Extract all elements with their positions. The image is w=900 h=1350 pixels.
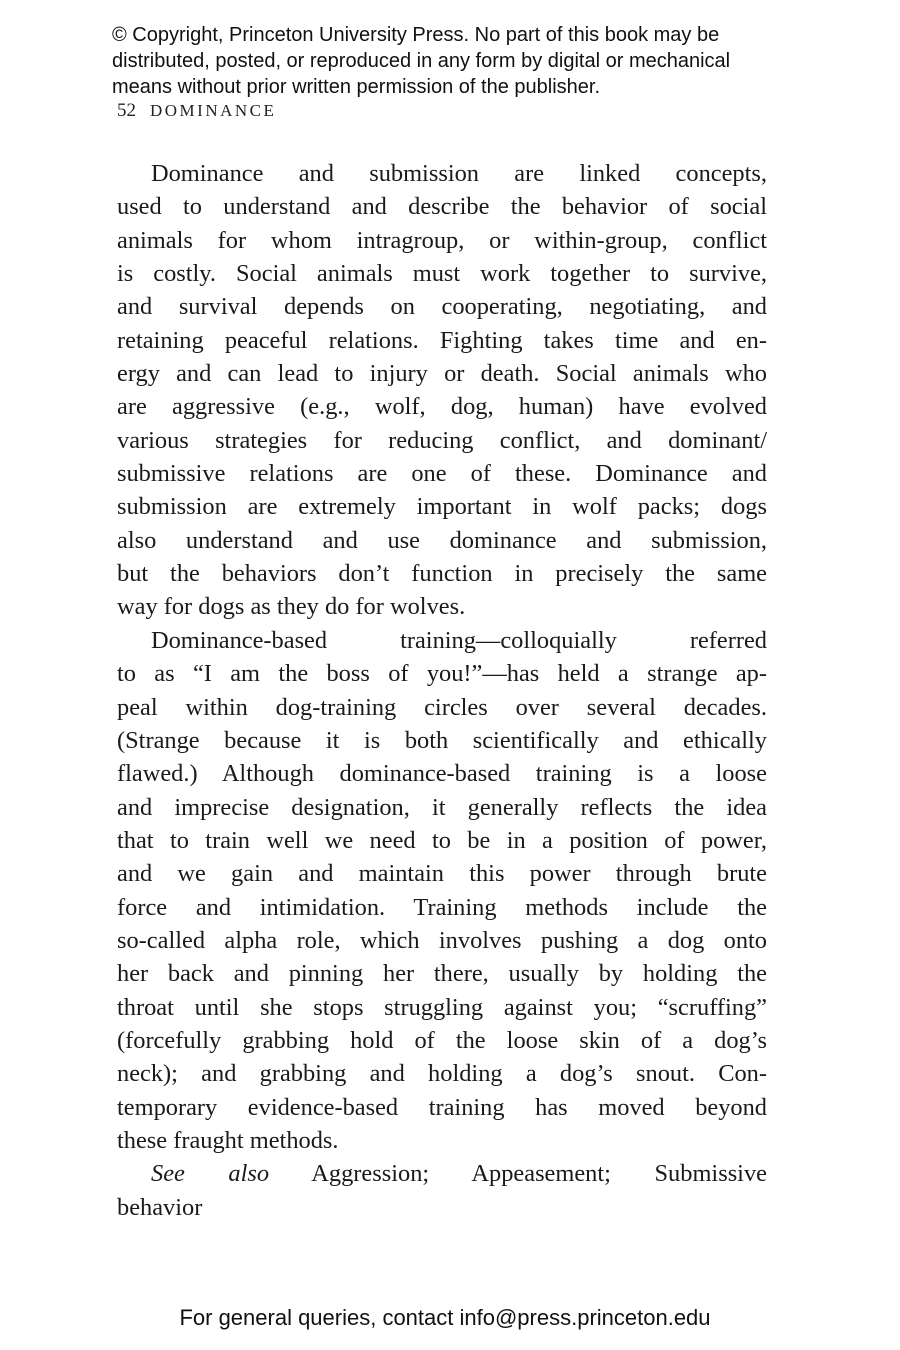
text-line: these fraught methods.: [117, 1126, 339, 1154]
text-line: to as “I am the boss of you!”—has held a strange ap-: [117, 660, 767, 688]
text-line: so-called alpha role, which involves pushing a dog onto: [117, 926, 767, 954]
text-line: that to train well we need to be in a position of power,: [117, 826, 767, 854]
text-line: submissive relations are one of these. Dominance and: [117, 460, 767, 488]
page-number: 52: [117, 100, 136, 121]
text-line: are aggressive (e.g., wolf, dog, human) have evolved: [117, 393, 767, 421]
text-line: retaining peaceful relations. Fighting takes time and en-: [117, 326, 767, 354]
text-line: throat until she stops struggling against you; “scruffing”: [117, 993, 767, 1021]
text-line: used to understand and describe the behavior of social: [117, 193, 767, 221]
copyright-notice: [112, 22, 812, 100]
text-line: force and intimidation. Training methods include the: [117, 893, 767, 921]
text-line: her back and pinning her there, usually by holding the: [117, 960, 767, 988]
copyright-line: means without prior written permission of the publisher.: [112, 76, 601, 98]
text-line: submission are extremely important in wolf packs; dogs: [117, 493, 767, 521]
see-also-label: See also: [151, 1160, 270, 1188]
running-head-title: DOMINANCE: [150, 101, 277, 120]
text-line: Dominance-based training—colloquially referred: [151, 626, 767, 654]
text-line: also understand and use dominance and submission,: [117, 526, 767, 554]
text-line: animals for whom intragroup, or within-group, conflict: [117, 226, 767, 254]
text-line: peal within dog-training circles over several decades.: [117, 693, 767, 721]
see-also-line: [117, 1157, 767, 1190]
text-line: flawed.) Although dominance-based training is a loose: [117, 760, 767, 788]
text-line: and we gain and maintain this power through brute: [117, 860, 767, 888]
paragraph-2: [117, 624, 767, 1158]
text-line: is costly. Social animals must work together to survive,: [117, 260, 767, 288]
text-line: (forcefully grabbing hold of the loose skin of a dog’s: [117, 1026, 767, 1054]
text-line: temporary evidence-based training has moved beyond: [117, 1093, 767, 1121]
copyright-line: © Copyright, Princeton University Press. No part of this book may be: [112, 24, 720, 46]
see-also-line-2: behavior: [117, 1193, 203, 1221]
text-line: and imprecise designation, it generally reflects the idea: [117, 793, 767, 821]
text-line: Dominance and submission are linked concepts,: [151, 160, 767, 187]
see-also-paragraph: [117, 1157, 767, 1224]
paragraph-1: [117, 157, 767, 624]
text-line: way for dogs as they do for wolves.: [117, 593, 466, 621]
text-line: (Strange because it is both scientifically and ethically: [117, 726, 767, 754]
entry-body: [117, 157, 767, 1224]
text-line: ergy and can lead to injury or death. Social animals who: [117, 360, 767, 388]
text-line: various strategies for reducing conflict, and dominant/: [117, 426, 767, 454]
text-line: and survival depends on cooperating, negotiating, and: [117, 293, 767, 321]
text-line: but the behaviors don’t function in precisely the same: [117, 560, 767, 588]
copyright-line: distributed, posted, or reproduced in any form by digital or mechanical: [112, 50, 731, 72]
see-also-references: Aggression; Appeasement; Submissive: [269, 1160, 767, 1188]
running-head: [117, 99, 276, 123]
footer-contact: For general queries, contact info@press.princeton.edu: [179, 1305, 711, 1330]
text-line: neck); and grabbing and holding a dog’s snout. Con-: [117, 1060, 767, 1088]
